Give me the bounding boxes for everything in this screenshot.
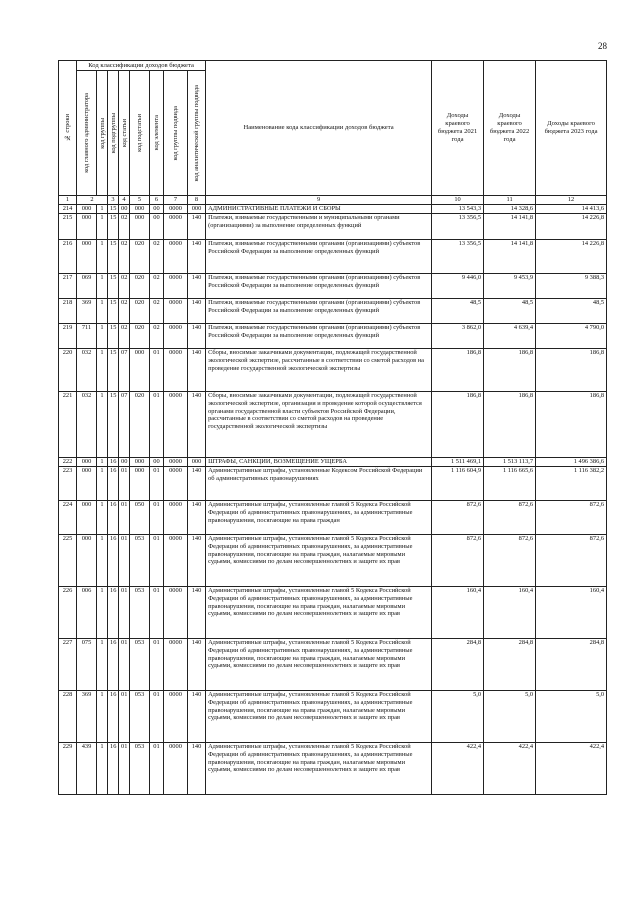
code-administrator: 000 [77, 458, 97, 467]
code-group: 1 [97, 501, 108, 535]
column-number: 7 [164, 196, 188, 205]
row-name: Административные штрафы, установленные Кодексом Российской Федерации об административных правонарушениях [206, 467, 432, 501]
code-element: 01 [150, 743, 164, 795]
income-2022: 160,4 [484, 587, 536, 639]
page-number: 28 [598, 41, 607, 51]
code-subgroup: 15 [108, 324, 119, 349]
income-2022: 9 453,9 [484, 274, 536, 299]
code-analytic-group: 140 [188, 587, 206, 639]
row-number: 226 [59, 587, 77, 639]
row-name: Платежи, взимаемые государственными и муниципальными органами (организациями) за выполнение определенных функций [206, 214, 432, 240]
code-subgroup: 15 [108, 349, 119, 392]
code-analytic-group: 140 [188, 349, 206, 392]
code-element: 02 [150, 324, 164, 349]
code-article: 02 [119, 240, 130, 274]
code-administrator: 000 [77, 240, 97, 274]
code-article: 00 [119, 205, 130, 214]
row-name: Административные штрафы, установленные главой 5 Кодекса Российской Федерации об административных правонарушениях, за административные правонарушения, посягающие на права граждан, налагаемые мировыми судьями, комиссиями по делам несовершеннолетних и защите их прав [206, 743, 432, 795]
code-group: 1 [97, 392, 108, 458]
code-subtype-group: 0000 [164, 274, 188, 299]
code-subgroup: 15 [108, 274, 119, 299]
code-analytic-group: 000 [188, 205, 206, 214]
code-element: 01 [150, 639, 164, 691]
table-row [59, 299, 607, 324]
code-element: 02 [150, 274, 164, 299]
income-2021: 13 543,3 [432, 205, 484, 214]
income-2023: 14 226,8 [536, 240, 607, 274]
code-administrator: 069 [77, 274, 97, 299]
income-2022: 872,6 [484, 501, 536, 535]
column-number: 3 [108, 196, 119, 205]
code-element: 01 [150, 587, 164, 639]
row-number: 227 [59, 639, 77, 691]
code-subgroup: 16 [108, 691, 119, 743]
income-2021: 1 511 469,1 [432, 458, 484, 467]
code-group: 1 [97, 214, 108, 240]
header-name: Наименование кода классификации доходов бюджета [206, 61, 432, 196]
header-income-2022: Доходы краевого бюджета 2022 года [484, 61, 536, 196]
code-analytic-group: 140 [188, 501, 206, 535]
row-name: Административные штрафы, установленные главой 5 Кодекса Российской Федерации об административных правонарушениях, за административные правонарушения, посягающие на права граждан, налагаемые мировыми судьями, комиссиями по делам несовершеннолетних и защите их прав [206, 691, 432, 743]
code-subarticle: 050 [130, 501, 150, 535]
code-subtype-group: 0000 [164, 299, 188, 324]
code-subarticle: 020 [130, 274, 150, 299]
header-code-element: код элемента [150, 71, 164, 196]
code-article: 01 [119, 467, 130, 501]
code-element: 02 [150, 240, 164, 274]
code-subtype-group: 0000 [164, 324, 188, 349]
income-2022: 1 116 665,6 [484, 467, 536, 501]
income-2021: 48,5 [432, 299, 484, 324]
row-name: АДМИНИСТРАТИВНЫЕ ПЛАТЕЖИ И СБОРЫ [206, 205, 432, 214]
header-code-article: код статьи [119, 71, 130, 196]
code-analytic-group: 140 [188, 392, 206, 458]
code-subarticle: 020 [130, 392, 150, 458]
income-2022: 14 328,6 [484, 205, 536, 214]
row-name: Платежи, взимаемые государственными органами (организациями) субъектов Российской Федерации за выполнение определенных функций [206, 274, 432, 299]
code-subtype-group: 0000 [164, 214, 188, 240]
header-income-2023: Доходы краевого бюджета 2023 года [536, 61, 607, 196]
code-analytic-group: 140 [188, 274, 206, 299]
header-code-group: код группы [97, 71, 108, 196]
code-subarticle: 053 [130, 743, 150, 795]
income-2021: 13 356,5 [432, 214, 484, 240]
code-group: 1 [97, 467, 108, 501]
table-header [59, 61, 607, 196]
row-number: 223 [59, 467, 77, 501]
code-article: 00 [119, 458, 130, 467]
code-subarticle: 053 [130, 639, 150, 691]
code-subtype-group: 0000 [164, 743, 188, 795]
code-subarticle: 000 [130, 458, 150, 467]
row-number: 217 [59, 274, 77, 299]
code-group: 1 [97, 349, 108, 392]
code-administrator: 000 [77, 205, 97, 214]
income-2022: 186,8 [484, 349, 536, 392]
header-code-subtype-group: код группы подвида [164, 71, 188, 196]
income-2023: 14 413,6 [536, 205, 607, 214]
code-article: 02 [119, 299, 130, 324]
header-code-subarticle: код подстатьи [130, 71, 150, 196]
code-group: 1 [97, 299, 108, 324]
code-subtype-group: 0000 [164, 458, 188, 467]
code-subarticle: 020 [130, 324, 150, 349]
row-number: 224 [59, 501, 77, 535]
income-2023: 872,6 [536, 535, 607, 587]
table-row [59, 467, 607, 501]
income-2021: 872,6 [432, 535, 484, 587]
income-2022: 422,4 [484, 743, 536, 795]
column-number: 6 [150, 196, 164, 205]
income-2023: 5,0 [536, 691, 607, 743]
income-2022: 48,5 [484, 299, 536, 324]
code-subarticle: 000 [130, 214, 150, 240]
column-number: 4 [119, 196, 130, 205]
column-number: 10 [432, 196, 484, 205]
code-element: 01 [150, 392, 164, 458]
row-name: Административные штрафы, установленные главой 5 Кодекса Российской Федерации об административных правонарушениях, за административные правонарушения, посягающие на права граждан, налагаемые мировыми судьями, комиссиями по делам несовершеннолетних и защите их прав [206, 535, 432, 587]
code-group: 1 [97, 587, 108, 639]
table-row [59, 349, 607, 392]
column-number: 11 [484, 196, 536, 205]
code-article: 02 [119, 324, 130, 349]
column-number: 12 [536, 196, 607, 205]
code-element: 01 [150, 467, 164, 501]
code-administrator: 000 [77, 535, 97, 587]
code-subtype-group: 0000 [164, 501, 188, 535]
table-row [59, 324, 607, 349]
code-subarticle: 053 [130, 587, 150, 639]
income-2021: 422,4 [432, 743, 484, 795]
income-2021: 160,4 [432, 587, 484, 639]
code-administrator: 369 [77, 299, 97, 324]
header-row-number: № строки [59, 61, 77, 196]
code-article: 02 [119, 214, 130, 240]
code-administrator: 000 [77, 467, 97, 501]
income-2023: 284,8 [536, 639, 607, 691]
code-group: 1 [97, 691, 108, 743]
income-2023: 1 116 382,2 [536, 467, 607, 501]
code-article: 02 [119, 274, 130, 299]
code-element: 01 [150, 349, 164, 392]
row-number: 229 [59, 743, 77, 795]
code-subtype-group: 0000 [164, 691, 188, 743]
row-name: Платежи, взимаемые государственными органами (организациями) субъектов Российской Федерации за выполнение определенных функций [206, 299, 432, 324]
income-2023: 422,4 [536, 743, 607, 795]
code-administrator: 032 [77, 392, 97, 458]
code-administrator: 369 [77, 691, 97, 743]
income-2022: 872,6 [484, 535, 536, 587]
table-body [59, 196, 607, 795]
code-subgroup: 16 [108, 467, 119, 501]
code-subtype-group: 0000 [164, 392, 188, 458]
row-number: 225 [59, 535, 77, 587]
code-subgroup: 15 [108, 392, 119, 458]
column-number-row [59, 196, 607, 205]
code-subtype-group: 0000 [164, 467, 188, 501]
code-subtype-group: 0000 [164, 205, 188, 214]
code-administrator: 000 [77, 214, 97, 240]
code-group: 1 [97, 535, 108, 587]
code-subgroup: 16 [108, 458, 119, 467]
code-subgroup: 16 [108, 535, 119, 587]
table-row [59, 458, 607, 467]
row-name: Административные штрафы, установленные главой 5 Кодекса Российской Федерации об административных правонарушениях, за административные правонарушения, посягающие на права граждан [206, 501, 432, 535]
code-group: 1 [97, 240, 108, 274]
code-subarticle: 000 [130, 467, 150, 501]
code-group: 1 [97, 458, 108, 467]
row-number: 216 [59, 240, 77, 274]
income-2021: 186,8 [432, 349, 484, 392]
code-element: 01 [150, 535, 164, 587]
code-subgroup: 16 [108, 639, 119, 691]
code-group: 1 [97, 324, 108, 349]
code-article: 01 [119, 743, 130, 795]
income-2023: 48,5 [536, 299, 607, 324]
code-subtype-group: 0000 [164, 535, 188, 587]
table-row [59, 639, 607, 691]
code-subarticle: 020 [130, 240, 150, 274]
code-subgroup: 16 [108, 743, 119, 795]
code-administrator: 075 [77, 639, 97, 691]
income-2022: 4 639,4 [484, 324, 536, 349]
table-row [59, 274, 607, 299]
table-row [59, 587, 607, 639]
code-subtype-group: 0000 [164, 639, 188, 691]
header-income-2021: Доходы краевого бюджета 2021 года [432, 61, 484, 196]
code-subarticle: 020 [130, 299, 150, 324]
column-number: 5 [130, 196, 150, 205]
income-2023: 160,4 [536, 587, 607, 639]
column-number: 9 [206, 196, 432, 205]
row-name: Платежи, взимаемые государственными органами (организациями) субъектов Российской Федерации за выполнение определенных функций [206, 324, 432, 349]
code-subgroup: 16 [108, 501, 119, 535]
code-analytic-group: 140 [188, 324, 206, 349]
row-number: 219 [59, 324, 77, 349]
code-element: 01 [150, 691, 164, 743]
row-name: Административные штрафы, установленные главой 5 Кодекса Российской Федерации об административных правонарушениях, за административные правонарушения, посягающие на права граждан, налагаемые мировыми судьями, комиссиями по делам несовершеннолетних и защите их прав [206, 639, 432, 691]
header-code-subgroup: код подгруппы [108, 71, 119, 196]
income-2021: 872,6 [432, 501, 484, 535]
code-subgroup: 16 [108, 587, 119, 639]
code-administrator: 006 [77, 587, 97, 639]
income-2023: 4 790,0 [536, 324, 607, 349]
code-analytic-group: 140 [188, 299, 206, 324]
code-subarticle: 000 [130, 205, 150, 214]
row-name: ШТРАФЫ, САНКЦИИ, ВОЗМЕЩЕНИЕ УЩЕРБА [206, 458, 432, 467]
code-group: 1 [97, 205, 108, 214]
code-administrator: 032 [77, 349, 97, 392]
income-2022: 284,8 [484, 639, 536, 691]
code-analytic-group: 140 [188, 535, 206, 587]
income-2023: 872,6 [536, 501, 607, 535]
code-article: 01 [119, 639, 130, 691]
income-2023: 9 388,3 [536, 274, 607, 299]
table-row [59, 214, 607, 240]
income-2022: 14 141,8 [484, 214, 536, 240]
code-analytic-group: 140 [188, 214, 206, 240]
table-row [59, 501, 607, 535]
budget-income-table [58, 60, 607, 795]
column-number: 2 [77, 196, 108, 205]
table-row [59, 743, 607, 795]
row-number: 221 [59, 392, 77, 458]
code-element: 00 [150, 214, 164, 240]
income-2021: 1 116 604,9 [432, 467, 484, 501]
row-number: 220 [59, 349, 77, 392]
income-2021: 186,8 [432, 392, 484, 458]
table-row [59, 240, 607, 274]
income-2021: 5,0 [432, 691, 484, 743]
income-2023: 14 226,8 [536, 214, 607, 240]
code-element: 02 [150, 299, 164, 324]
code-group: 1 [97, 274, 108, 299]
code-analytic-group: 140 [188, 691, 206, 743]
code-subtype-group: 0000 [164, 349, 188, 392]
code-article: 07 [119, 349, 130, 392]
code-analytic-group: 140 [188, 467, 206, 501]
income-2023: 1 496 386,6 [536, 458, 607, 467]
table-row [59, 205, 607, 214]
header-classification: Код классификации доходов бюджета [77, 61, 206, 71]
code-subarticle: 053 [130, 691, 150, 743]
code-group: 1 [97, 639, 108, 691]
code-administrator: 439 [77, 743, 97, 795]
code-analytic-group: 140 [188, 639, 206, 691]
code-subtype-group: 0000 [164, 587, 188, 639]
code-subarticle: 000 [130, 349, 150, 392]
code-analytic-group: 140 [188, 743, 206, 795]
income-2022: 5,0 [484, 691, 536, 743]
row-number: 228 [59, 691, 77, 743]
code-element: 01 [150, 501, 164, 535]
header-code-administrator: код главного администратора [77, 71, 97, 196]
code-element: 00 [150, 458, 164, 467]
table-row [59, 392, 607, 458]
code-element: 00 [150, 205, 164, 214]
income-2022: 1 513 113,7 [484, 458, 536, 467]
income-2023: 186,8 [536, 349, 607, 392]
code-subarticle: 053 [130, 535, 150, 587]
code-article: 01 [119, 587, 130, 639]
row-number: 222 [59, 458, 77, 467]
row-name: Сборы, вносимые заказчиками документации, подлежащей государственной экологической экспертизе, рассчитанные в соответствии со сметой расходов на проведение государственной экологической экспертизы [206, 349, 432, 392]
row-name: Административные штрафы, установленные главой 5 Кодекса Российской Федерации об административных правонарушениях, за административные правонарушения, посягающие на права граждан, налагаемые мировыми судьями, комиссиями по делам несовершеннолетних и защите их прав [206, 587, 432, 639]
table-row [59, 691, 607, 743]
row-number: 215 [59, 214, 77, 240]
income-2021: 9 446,0 [432, 274, 484, 299]
column-number: 8 [188, 196, 206, 205]
income-2023: 186,8 [536, 392, 607, 458]
code-administrator: 000 [77, 501, 97, 535]
row-name: Платежи, взимаемые государственными органами (организациями) субъектов Российской Федерации за выполнение определенных функций [206, 240, 432, 274]
code-article: 01 [119, 501, 130, 535]
header-code-analytic-group: код аналитической группы подвида [188, 71, 206, 196]
row-name: Сборы, вносимые заказчиками документации, подлежащей государственной экологической экспертизе, организация и проведение которой осуществляется органами государственной власти субъектов Российской Федерации, рассчитанные в соответствии со сметой расходов на проведение государственной экологической экспертизы [206, 392, 432, 458]
column-number: 1 [59, 196, 77, 205]
code-article: 01 [119, 691, 130, 743]
code-subgroup: 15 [108, 240, 119, 274]
row-number: 214 [59, 205, 77, 214]
code-article: 01 [119, 535, 130, 587]
income-2021: 3 862,0 [432, 324, 484, 349]
code-subtype-group: 0000 [164, 240, 188, 274]
income-2022: 186,8 [484, 392, 536, 458]
code-article: 07 [119, 392, 130, 458]
code-group: 1 [97, 743, 108, 795]
table-row [59, 535, 607, 587]
code-subgroup: 15 [108, 205, 119, 214]
code-subgroup: 15 [108, 299, 119, 324]
row-number: 218 [59, 299, 77, 324]
code-analytic-group: 000 [188, 458, 206, 467]
income-2021: 13 356,5 [432, 240, 484, 274]
code-subgroup: 15 [108, 214, 119, 240]
code-analytic-group: 140 [188, 240, 206, 274]
code-administrator: 711 [77, 324, 97, 349]
income-2022: 14 141,8 [484, 240, 536, 274]
income-2021: 284,8 [432, 639, 484, 691]
